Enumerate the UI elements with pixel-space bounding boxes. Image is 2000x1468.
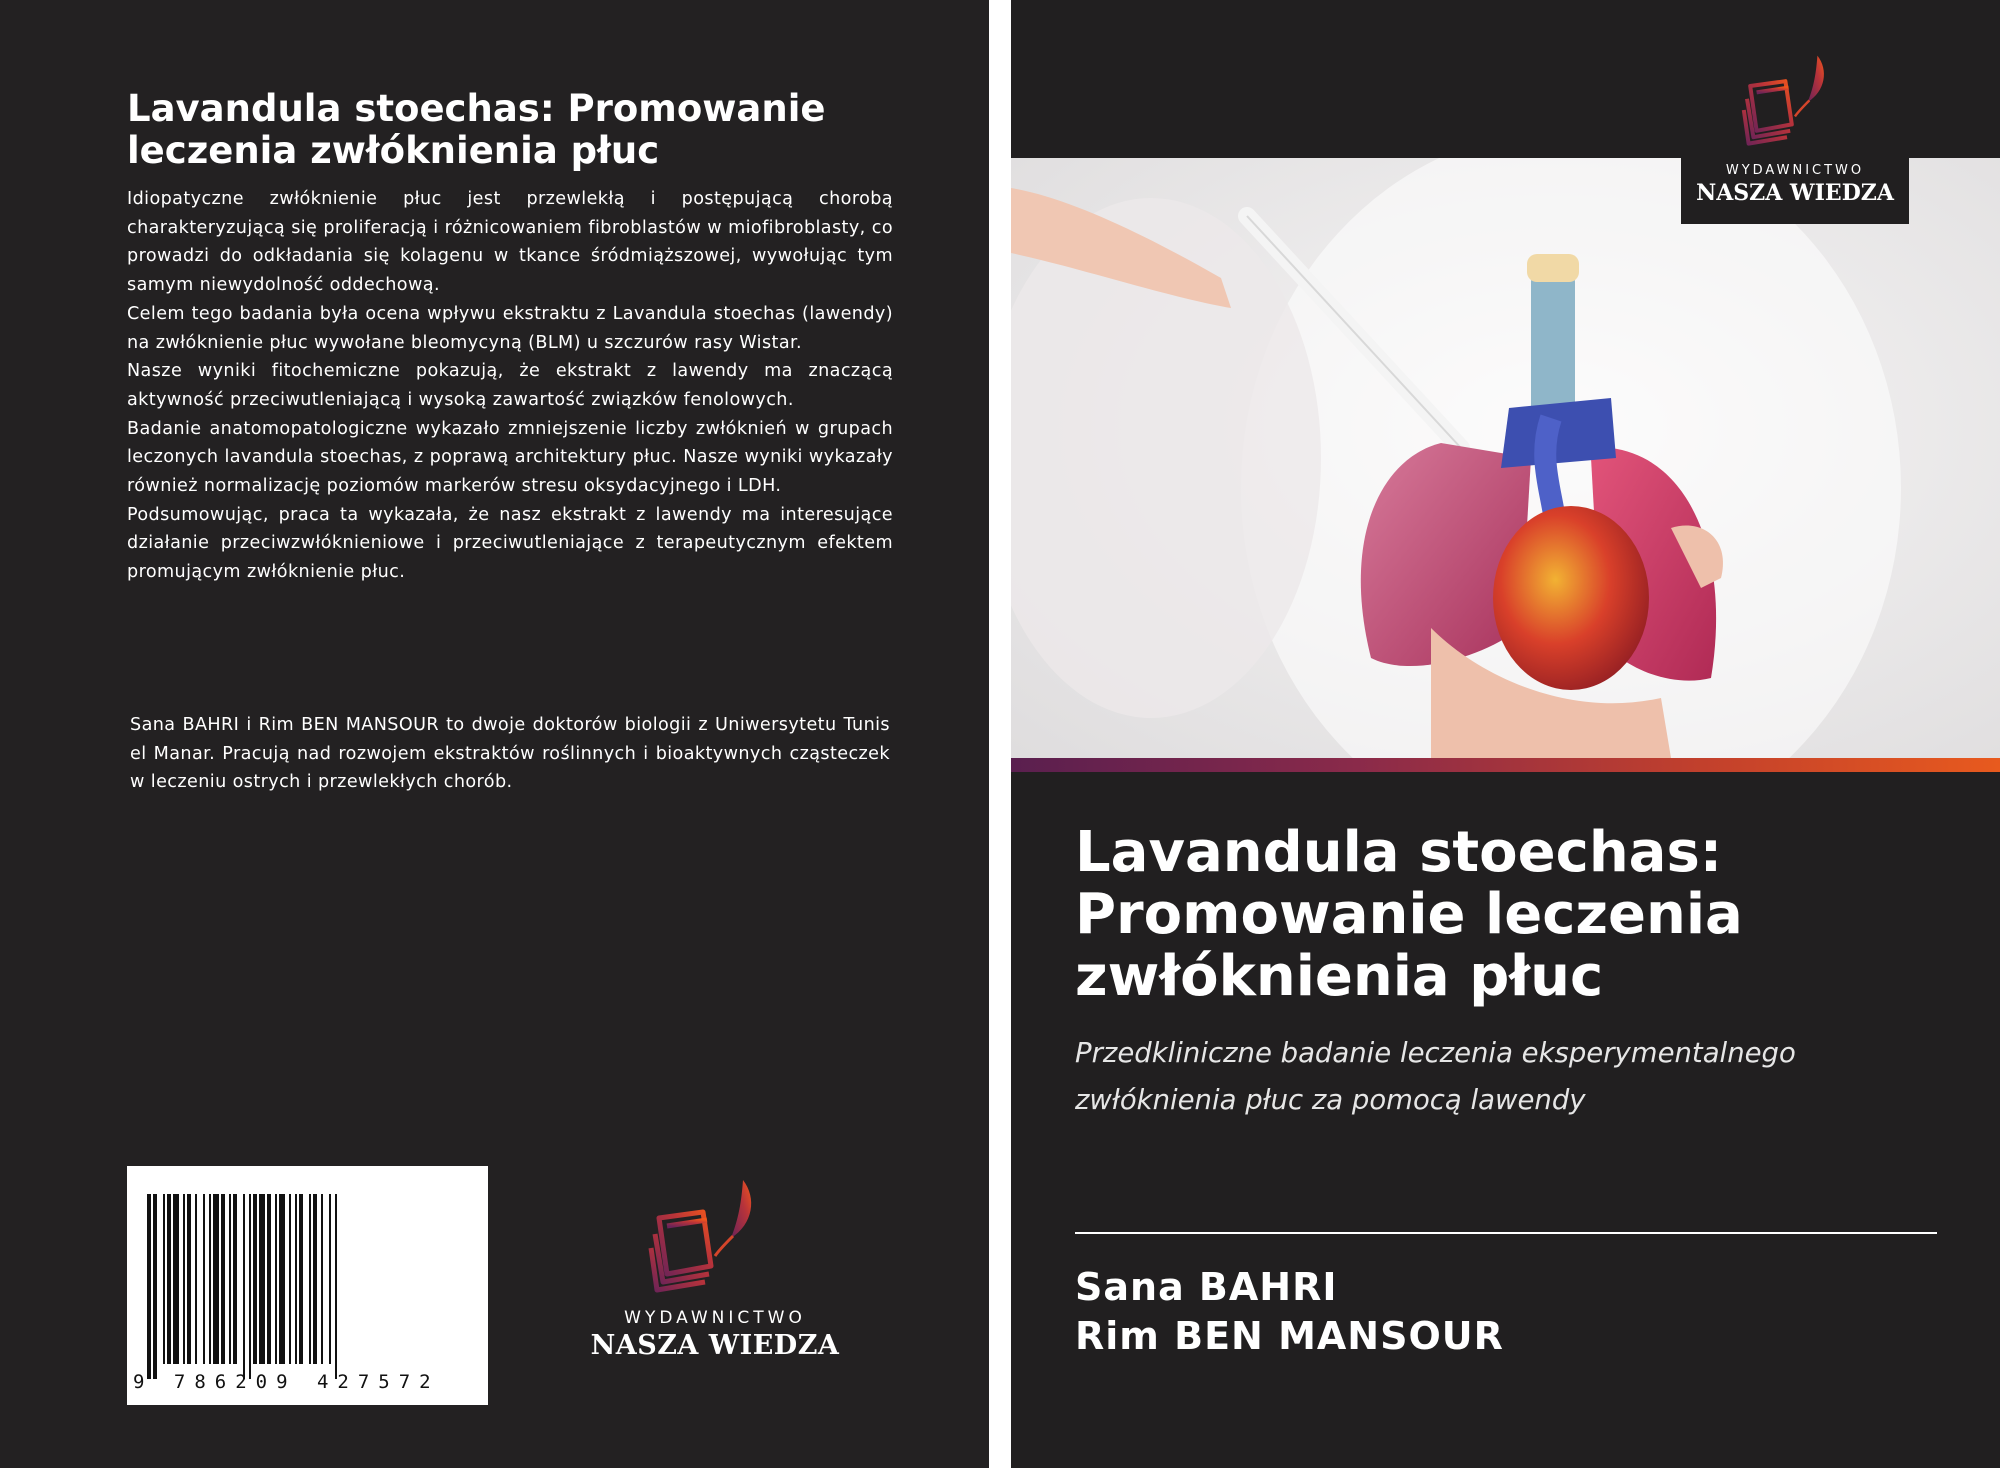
description-paragraph: Podsumowując, praca ta wykazała, że nasz ekstrakt z lawendy ma interesujące działanie przeciwzwłóknieniowe i przeciwutleniające z terapeutycznym efektem promującym zwłóknienie płuc. <box>127 504 893 583</box>
barcode-bar <box>295 1194 297 1364</box>
barcode-bar <box>313 1194 317 1364</box>
author-bio-text: Sana BAHRI i Rim BEN MANSOUR to dwoje doktorów biologii z Uniwersytetu Tunis el Manar. Pracują nad rozwojem ekstraktów roślinnych i bioaktywnych cząsteczek w leczeniu ostrych i przewlekłych chorób. <box>130 715 890 793</box>
anatomical-lung-heart-model-photo <box>1011 158 2000 758</box>
barcode-bar <box>147 1194 151 1379</box>
barcode-bar <box>309 1194 311 1364</box>
description-paragraph: Badanie anatomopatologiczne wykazało zmniejszenie liczby zwłóknień w grupach leczonych lavandula stoechas, z poprawą architektury płuc. Nasze wyniki wykazały również normalizację poziomów markerów stresu oksydacyjnego i LDH. <box>127 418 893 497</box>
barcode-bar <box>229 1194 231 1364</box>
publisher-name-line2: NASZA WIEDZA <box>1696 180 1894 206</box>
author-name: Rim BEN MANSOUR <box>1075 1314 1504 1358</box>
barcode-bar <box>163 1194 165 1364</box>
front-cover <box>1011 0 2000 1468</box>
back-cover-description <box>127 185 893 587</box>
barcode-bar <box>299 1194 303 1364</box>
barcode-bar <box>213 1194 219 1364</box>
publisher-name-line1: WYDAWNICTWO <box>624 1308 806 1328</box>
barcode-bar <box>335 1194 337 1379</box>
publisher-name-line2: NASZA WIEDZA <box>590 1330 840 1361</box>
barcode-bar <box>183 1194 185 1364</box>
barcode-bar <box>209 1194 211 1364</box>
barcode-bar <box>321 1194 323 1364</box>
publisher-name-line1: WYDAWNICTWO <box>1725 163 1865 178</box>
barcode-bar <box>253 1194 257 1364</box>
barcode-bar <box>203 1194 205 1364</box>
barcode-bar <box>187 1194 191 1364</box>
author-bio <box>130 711 890 797</box>
front-cover-subtitle: Przedkliniczne badanie leczenia eksperymentalnego zwłóknienia płuc za pomocą lawendy <box>1075 1037 1796 1116</box>
divider <box>1075 1232 1937 1234</box>
barcode-bar <box>329 1194 331 1364</box>
isbn-number: 9 786209 427572 <box>133 1371 440 1393</box>
barcode-bar <box>279 1194 285 1364</box>
barcode-bar <box>289 1194 291 1364</box>
description-paragraph: Celem tego badania była ocena wpływu ekstraktu z Lavandula stoechas (lawendy) na zwłóknienie płuc wywołane bleomycyną (BLM) u szczurów rasy Wistar. <box>127 303 893 353</box>
barcode-bar <box>267 1194 271 1364</box>
publisher-logo-back <box>590 1178 840 1368</box>
barcode-bar <box>243 1194 245 1379</box>
barcode-bar <box>167 1194 171 1364</box>
book-quill-logo-icon <box>645 1178 785 1298</box>
description-paragraph: Idiopatyczne zwłóknienie płuc jest przewlekłą i postępującą chorobą charakteryzującą się proliferacją i różnicowaniem fibroblastów w miofibroblasty, co prowadzi do odkładania się kolagenu w tkance śródmiąższowej, wywołując tym samym niewydolność oddechową. <box>127 189 893 296</box>
back-cover-title: Lavandula stoechas: Promowanie leczenia zwłóknienia płuc <box>127 87 826 172</box>
barcode-bar <box>153 1194 157 1379</box>
barcode-bar <box>259 1194 265 1364</box>
author-list <box>1075 1263 1955 1361</box>
book-quill-logo-icon <box>1739 52 1851 152</box>
spine <box>989 0 1011 1468</box>
author-name: Sana BAHRI <box>1075 1265 1338 1309</box>
back-cover <box>0 0 989 1468</box>
front-cover-title: Lavandula stoechas: Promowanie leczenia zwłóknienia płuc <box>1075 820 1743 1009</box>
description-paragraph: Nasze wyniki fitochemiczne pokazują, że ekstrakt z lawendy ma znaczącą aktywność przeciwutleniającą i wysoką zawartość związków fenolowych. <box>127 361 893 410</box>
cover-photo-illustration <box>1011 158 2000 758</box>
accent-gradient-strip <box>1011 758 2000 772</box>
barcode-bar <box>195 1194 197 1364</box>
barcode-bar <box>275 1194 277 1364</box>
barcode-bar <box>249 1194 251 1379</box>
isbn-barcode <box>127 1166 488 1405</box>
barcode-bars <box>127 1166 488 1405</box>
barcode-bar <box>221 1194 225 1364</box>
barcode-bar <box>173 1194 179 1364</box>
publisher-logo-front <box>1681 0 1909 224</box>
barcode-bar <box>233 1194 237 1364</box>
